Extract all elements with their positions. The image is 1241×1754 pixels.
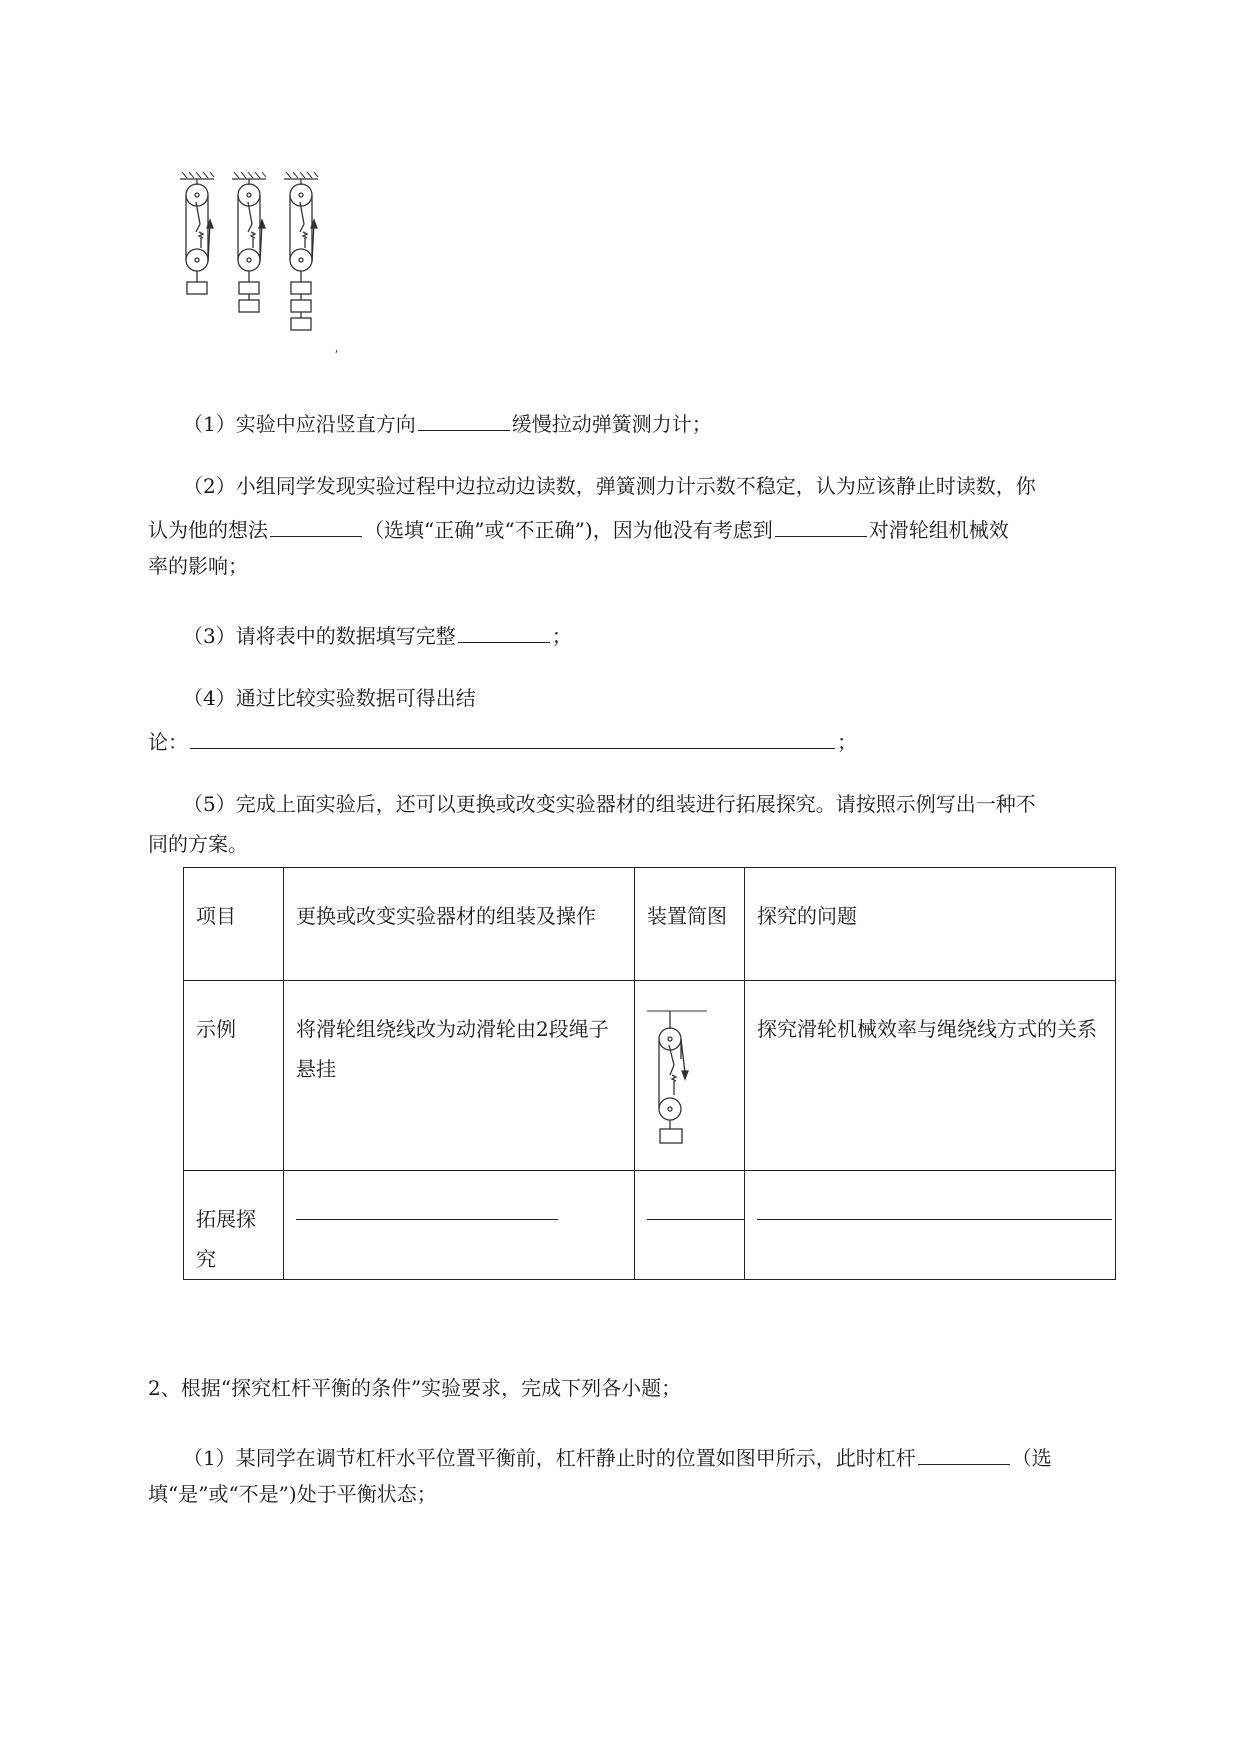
example-operation: 将滑轮组绕线改为动滑轮由2段绳子悬挂 bbox=[284, 981, 635, 1171]
extension-operation-blank[interactable] bbox=[296, 1211, 558, 1220]
pulley-system-figure bbox=[180, 172, 350, 362]
question-5-line-1 bbox=[183, 794, 1036, 814]
header-figure: 装置简图 bbox=[635, 868, 745, 981]
q4-text-1: （4）通过比较实验数据可得出结 bbox=[183, 686, 476, 710]
q4-text-2: 论： bbox=[148, 730, 188, 754]
pulley-unit-3 bbox=[284, 172, 318, 330]
q3-text-end: ； bbox=[551, 624, 572, 648]
example-figure-cell bbox=[635, 981, 745, 1171]
extension-figure-cell bbox=[635, 1171, 745, 1280]
example-question: 探究滑轮机械效率与绳绕线方式的关系 bbox=[745, 981, 1116, 1171]
q1-text-end: 缓慢拉动弹簧测力计； bbox=[511, 412, 712, 436]
extension-question-cell bbox=[745, 1171, 1116, 1280]
q2-text-3: 率的影响； bbox=[148, 554, 248, 578]
question-2-line-1 bbox=[183, 476, 1036, 496]
s2q1-text: （1）某同学在调节杠杆水平位置平衡前，杠杆静止时的位置如图甲所示，此时杠杆 bbox=[183, 1446, 916, 1470]
question-1 bbox=[183, 410, 712, 434]
s2-title-text: 2、根据“探究杠杆平衡的条件”实验要求，完成下列各小题； bbox=[148, 1376, 682, 1400]
s2-question-1-line-1 bbox=[183, 1444, 1052, 1468]
q3-answer-blank[interactable] bbox=[458, 622, 550, 643]
extension-label: 拓展探究 bbox=[184, 1171, 284, 1280]
pulley-system-drawing bbox=[180, 172, 350, 362]
section-2-title bbox=[148, 1378, 681, 1398]
extension-question-blank[interactable] bbox=[757, 1211, 1112, 1220]
s2q1-answer-blank[interactable] bbox=[918, 1444, 1010, 1465]
q2-text-2c: 对滑轮组机械效 bbox=[868, 518, 1009, 542]
q2-answer-blank-2[interactable] bbox=[775, 516, 867, 537]
extension-table bbox=[183, 867, 1116, 1280]
q1-text: （1）实验中应沿竖直方向 bbox=[183, 412, 416, 436]
q2-answer-blank-1[interactable] bbox=[270, 516, 362, 537]
question-4-line-1 bbox=[183, 688, 476, 708]
example-label: 示例 bbox=[184, 981, 284, 1171]
q2-text-2b: （选填“正确”或“不正确”)，因为他没有考虑到 bbox=[364, 518, 773, 542]
q5-text-1: （5）完成上面实验后，还可以更换或改变实验器材的组装进行拓展探究。请按照示例写出一种不 bbox=[183, 792, 1036, 816]
pulley-unit-1 bbox=[180, 172, 214, 294]
table-row-example bbox=[184, 981, 1116, 1171]
q4-text-end: ； bbox=[837, 730, 857, 754]
s2q1-text-2: 填“是”或“不是”)处于平衡状态； bbox=[148, 1482, 437, 1506]
s2q1-text-end: （选 bbox=[1011, 1446, 1052, 1470]
extension-figure-blank[interactable] bbox=[647, 1211, 745, 1220]
table-header-row bbox=[184, 868, 1116, 981]
q1-answer-blank[interactable] bbox=[418, 410, 510, 431]
question-5-line-2 bbox=[148, 834, 248, 854]
header-question: 探究的问题 bbox=[745, 868, 1116, 981]
table-row-extension bbox=[184, 1171, 1116, 1280]
question-2-line-3 bbox=[148, 556, 248, 576]
q5-text-2: 同的方案。 bbox=[148, 832, 248, 856]
q4-answer-blank[interactable] bbox=[190, 728, 835, 749]
movable-pulley-figure bbox=[647, 1009, 717, 1149]
q2-text-1: （2）小组同学发现实验过程中边拉动边读数，弹簧测力计示数不稳定，认为应该静止时读数，你 bbox=[183, 474, 1036, 498]
q3-text: （3）请将表中的数据填写完整 bbox=[183, 624, 456, 648]
question-2-line-2 bbox=[148, 516, 1009, 540]
q2-text-2a: 认为他的想法 bbox=[148, 518, 268, 542]
question-4-line-2 bbox=[148, 728, 857, 752]
header-item: 项目 bbox=[184, 868, 284, 981]
question-3 bbox=[183, 622, 572, 646]
s2-question-1-line-2 bbox=[148, 1484, 437, 1504]
extension-operation-cell bbox=[284, 1171, 635, 1280]
pulley-unit-2 bbox=[232, 172, 266, 312]
header-operation: 更换或改变实验器材的组装及操作 bbox=[284, 868, 635, 981]
